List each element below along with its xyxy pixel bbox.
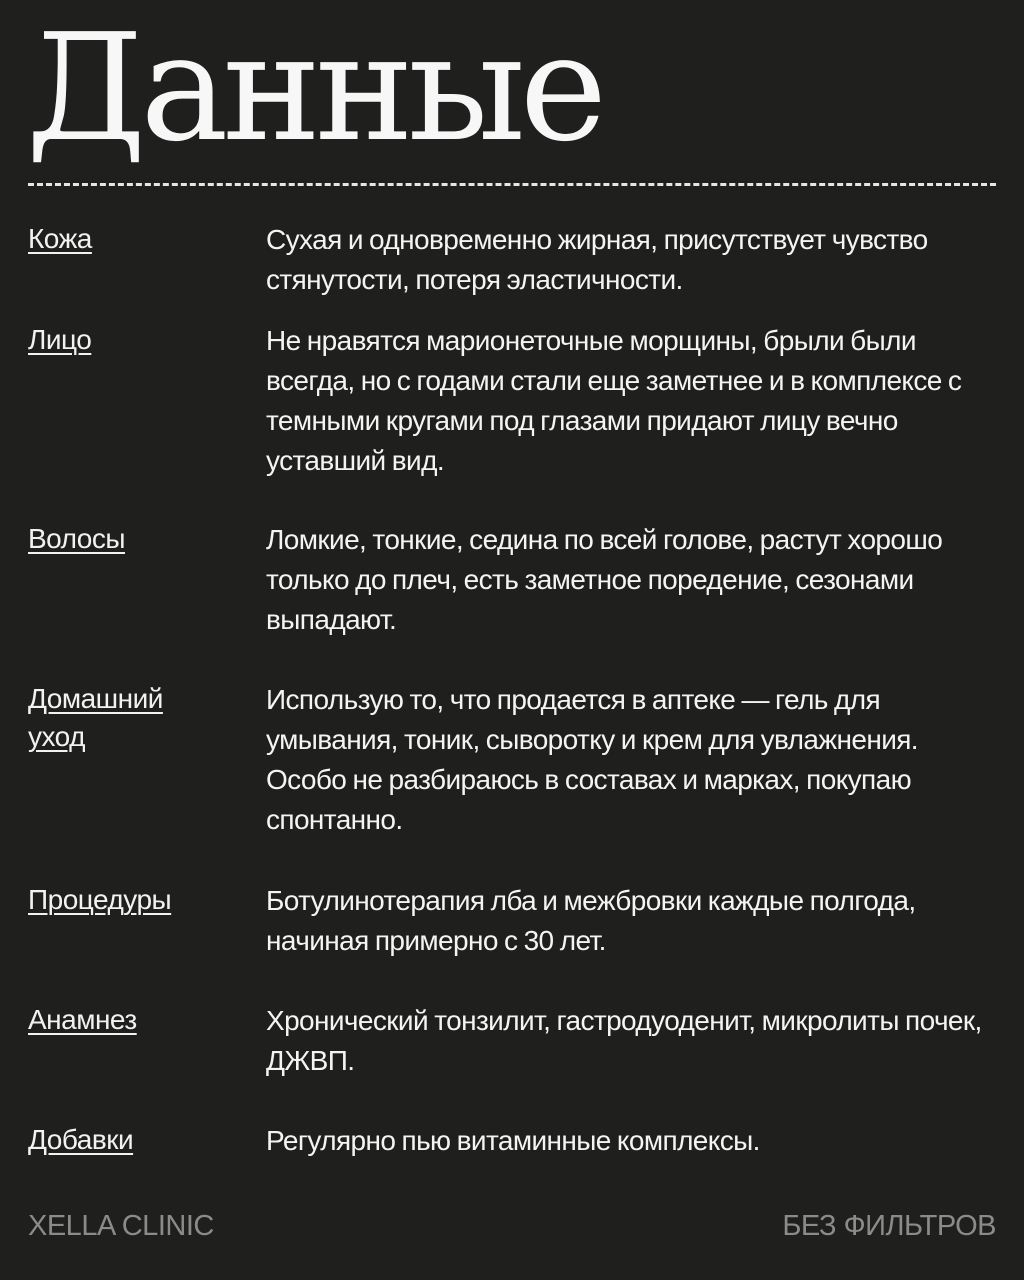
- label-anamnesis[interactable]: Анамнез: [28, 1004, 137, 1035]
- brand-name: XELLA CLINIC: [28, 1210, 214, 1242]
- label-hair[interactable]: Волосы: [28, 523, 125, 554]
- text-procedures: Ботулинотерапия лба и межбровки каждые полгода, начиная примерно с 30 лет.: [266, 885, 916, 956]
- dashed-divider: [28, 183, 996, 186]
- label-supplements[interactable]: Добавки: [28, 1124, 134, 1155]
- label-face[interactable]: Лицо: [28, 324, 92, 355]
- text-skin: Сухая и одновременно жирная, присутствует чувство стянутости, потеря эластичности.: [266, 224, 928, 295]
- text-hair: Ломкие, тонкие, седина по всей голове, растут хорошо только до плеч, есть заметное поредение, сезонами выпадают.: [266, 524, 943, 635]
- text-face: Не нравятся марионеточные морщины, брыли были всегда, но с годами стали еще заметнее и в комплексе с темными кругами под глазами придают лицу вечно уставший вид.: [266, 325, 962, 476]
- label-skin[interactable]: Кожа: [28, 223, 92, 254]
- label-procedures[interactable]: Процедуры: [28, 884, 172, 915]
- footer-tagline: БЕЗ ФИЛЬТРОВ: [782, 1210, 996, 1242]
- page-title: Данные: [26, 2, 602, 174]
- text-anamnesis: Хронический тонзилит, гастродуоденит, микролиты почек, ДЖВП.: [266, 1005, 982, 1076]
- label-home-care[interactable]: Домашний уход: [28, 683, 163, 752]
- text-home-care: Использую то, что продается в аптеке — гель для умывания, тоник, сыворотку и крем для увлажнения. Особо не разбираюсь в составах и марках, покупаю спонтанно.: [266, 684, 918, 835]
- text-supplements: Регулярно пью витаминные комплексы.: [266, 1125, 760, 1156]
